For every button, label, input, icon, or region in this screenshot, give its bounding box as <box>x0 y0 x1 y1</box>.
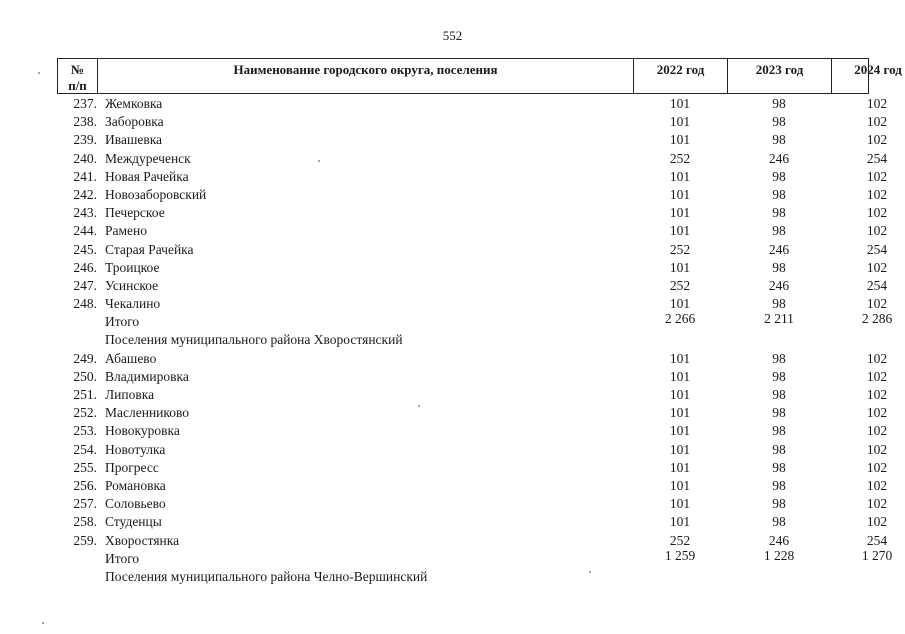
table-row <box>57 350 888 368</box>
header-name: Наименование городского округа, поселения <box>98 59 634 93</box>
value-2023: 98 <box>772 223 786 239</box>
value-2024: 102 <box>866 296 888 312</box>
row-number: 248. <box>73 296 97 312</box>
value-2024: 102 <box>866 205 888 221</box>
total-row <box>57 311 893 331</box>
row-number: 253. <box>73 423 97 439</box>
value-2024: 102 <box>866 387 888 402</box>
value-2022: 101 <box>669 259 691 275</box>
row-name: Печерское <box>105 205 165 221</box>
value-2024: 102 <box>866 423 888 439</box>
section-row <box>57 331 869 349</box>
value-2023: 98 <box>772 477 786 493</box>
value-2023: 98 <box>772 114 786 130</box>
row-number: 249. <box>73 350 97 366</box>
row-name: Новотулка <box>105 441 166 457</box>
row-name: Чекалино <box>105 296 161 312</box>
value-2024: 2 286 <box>861 311 893 327</box>
row-name: Итого <box>105 314 140 330</box>
row-name: Жемковка <box>105 96 163 111</box>
value-2023: 98 <box>772 441 786 457</box>
table-row <box>57 368 888 386</box>
header-2023: 2023 год <box>728 59 832 93</box>
row-name: Заборовка <box>105 114 164 130</box>
value-2022: 101 <box>669 496 691 512</box>
value-2024: 102 <box>866 459 888 475</box>
value-2022: 252 <box>669 277 691 293</box>
table-row <box>57 422 888 440</box>
value-2023: 98 <box>772 405 786 421</box>
value-2024: 102 <box>866 350 888 366</box>
value-2023: 98 <box>772 259 786 275</box>
row-name: Итого <box>105 550 140 566</box>
row-name: Владимировка <box>105 368 189 384</box>
section-row <box>57 568 869 586</box>
row-number: 247. <box>73 277 97 293</box>
value-2023: 98 <box>772 459 786 475</box>
value-2022: 101 <box>669 96 691 111</box>
value-2023: 98 <box>772 96 786 111</box>
row-number: 242. <box>73 186 97 202</box>
page-number: 552 <box>442 28 463 43</box>
table-body <box>57 95 893 586</box>
scan-speck <box>42 622 44 624</box>
row-name: Новокуровка <box>105 423 180 439</box>
row-name: Поселения муниципального района Хворостянский <box>105 332 403 348</box>
row-number: 241. <box>73 168 97 184</box>
row-number: 258. <box>73 514 97 530</box>
scan-speck <box>318 160 320 162</box>
row-number: 259. <box>73 532 97 548</box>
table-row <box>57 459 888 477</box>
value-2024: 102 <box>866 477 888 493</box>
row-number: 244. <box>73 223 97 239</box>
value-2023: 98 <box>772 514 786 530</box>
row-name: Усинское <box>105 277 159 293</box>
row-name: Междуреченск <box>105 150 191 166</box>
value-2023: 2 211 <box>764 311 794 327</box>
value-2023: 98 <box>772 186 786 202</box>
value-2024: 254 <box>866 150 888 166</box>
row-name: Абашево <box>105 350 157 366</box>
table-row <box>57 404 888 422</box>
value-2022: 101 <box>669 350 691 366</box>
value-2022: 252 <box>669 532 691 548</box>
value-2024: 254 <box>866 277 888 293</box>
value-2023: 246 <box>768 277 790 293</box>
value-2024: 254 <box>866 241 888 257</box>
value-2022: 101 <box>669 132 691 148</box>
row-name: Хворостянка <box>105 532 180 548</box>
value-2023: 98 <box>772 368 786 384</box>
table-row <box>57 150 888 168</box>
value-2022: 101 <box>669 368 691 384</box>
row-number: 256. <box>73 477 97 493</box>
value-2022: 101 <box>669 205 691 221</box>
row-number: 245. <box>73 241 97 257</box>
value-2024: 102 <box>866 441 888 457</box>
value-2024: 102 <box>866 168 888 184</box>
scan-speck <box>589 571 591 573</box>
value-2023: 98 <box>772 350 786 366</box>
header-number-line2: п/п <box>68 78 87 93</box>
table-row <box>57 259 888 277</box>
table-row <box>57 386 888 404</box>
table-row <box>57 441 888 459</box>
row-name: Ивашевка <box>105 132 163 148</box>
table-row <box>57 477 888 495</box>
value-2023: 98 <box>772 132 786 148</box>
row-number: 252. <box>73 405 97 421</box>
row-number: 246. <box>73 259 97 275</box>
value-2022: 1 259 <box>664 547 696 563</box>
table-row <box>57 241 888 259</box>
row-number: 239. <box>73 132 97 148</box>
row-number: 250. <box>73 368 97 384</box>
value-2024: 102 <box>866 405 888 421</box>
row-name: Масленниково <box>105 405 190 421</box>
header-number <box>58 59 98 93</box>
row-number: 243. <box>73 205 97 221</box>
value-2022: 252 <box>669 150 691 166</box>
value-2022: 101 <box>669 405 691 421</box>
value-2022: 2 266 <box>664 311 696 327</box>
value-2022: 252 <box>669 241 691 257</box>
row-name: Липовка <box>105 387 155 402</box>
row-number: 240. <box>73 150 97 166</box>
header-2024: 2024 год <box>854 62 902 77</box>
value-2023: 1 228 <box>763 547 795 563</box>
value-2022: 101 <box>669 387 691 402</box>
table-header <box>57 58 902 94</box>
value-2024: 102 <box>866 223 888 239</box>
row-number: 255. <box>73 459 97 475</box>
row-name: Соловьево <box>105 496 166 512</box>
value-2022: 101 <box>669 114 691 130</box>
table-row <box>57 222 888 240</box>
table-row <box>57 204 888 222</box>
row-name: Старая Рачейка <box>105 241 194 257</box>
value-2024: 102 <box>866 132 888 148</box>
table-row <box>57 113 888 131</box>
value-2022: 101 <box>669 296 691 312</box>
value-2022: 101 <box>669 168 691 184</box>
scan-speck <box>38 72 40 74</box>
row-name: Рамено <box>105 223 148 239</box>
row-number: 254. <box>73 441 97 457</box>
value-2022: 101 <box>669 223 691 239</box>
value-2022: 101 <box>669 441 691 457</box>
value-2024: 102 <box>866 496 888 512</box>
table-row <box>57 95 888 113</box>
value-2024: 102 <box>866 96 888 111</box>
total-row <box>57 547 893 568</box>
table-row <box>57 513 888 531</box>
row-name: Новая Рачейка <box>105 168 189 184</box>
table-row <box>57 495 888 513</box>
row-name: Прогресс <box>105 459 159 475</box>
value-2023: 98 <box>772 387 786 402</box>
table-row <box>57 277 888 295</box>
value-2024: 1 270 <box>861 547 893 563</box>
value-2024: 102 <box>866 259 888 275</box>
value-2022: 101 <box>669 186 691 202</box>
value-2023: 246 <box>768 532 790 548</box>
value-2023: 98 <box>772 496 786 512</box>
value-2023: 246 <box>768 241 790 257</box>
value-2023: 98 <box>772 205 786 221</box>
value-2023: 98 <box>772 296 786 312</box>
header-number-line1: № <box>70 62 85 77</box>
value-2023: 246 <box>768 150 790 166</box>
row-name: Поселения муниципального района Челно-Вершинский <box>105 568 428 584</box>
row-number: 238. <box>73 114 97 130</box>
value-2024: 102 <box>866 514 888 530</box>
table-row <box>57 131 888 149</box>
value-2022: 101 <box>669 514 691 530</box>
value-2023: 98 <box>772 423 786 439</box>
scan-speck <box>418 405 420 407</box>
header-2022: 2022 год <box>634 59 728 93</box>
value-2022: 101 <box>669 477 691 493</box>
value-2023: 98 <box>772 168 786 184</box>
value-2022: 101 <box>669 459 691 475</box>
value-2024: 102 <box>866 114 888 130</box>
value-2024: 102 <box>866 368 888 384</box>
table-row <box>57 186 888 204</box>
value-2024: 102 <box>866 186 888 202</box>
value-2022: 101 <box>669 423 691 439</box>
table-row <box>57 168 888 186</box>
value-2024: 254 <box>866 532 888 548</box>
row-name: Троицкое <box>105 259 160 275</box>
row-number: 237. <box>73 96 97 111</box>
row-name: Романовка <box>105 477 166 493</box>
row-number: 257. <box>73 496 97 512</box>
row-name: Новозаборовский <box>105 186 207 202</box>
row-name: Студенцы <box>105 514 162 530</box>
row-number: 251. <box>73 387 97 402</box>
